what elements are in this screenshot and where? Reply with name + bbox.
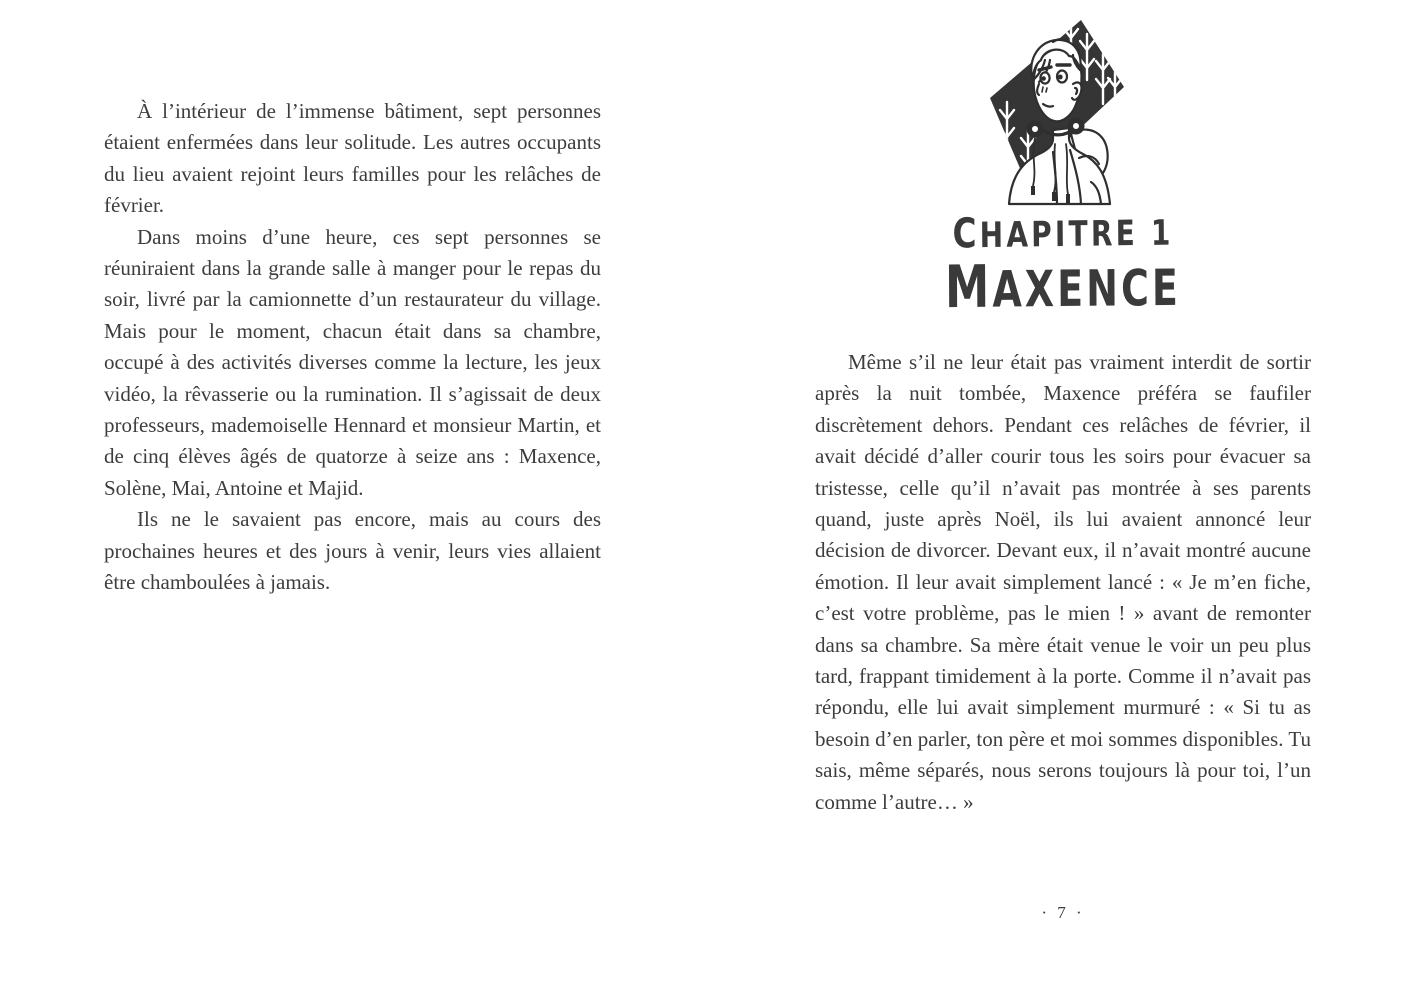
chapter-title: MAXENCE: [944, 252, 1182, 322]
paragraph: Ils ne le savaient pas encore, mais au cours des prochaines heures et des jours à venir, leurs vies allaient être chamboulées à jamais.: [104, 507, 601, 595]
chapter-label: CHAPITRE 1: [952, 209, 1174, 258]
headphone-cord: [1033, 138, 1035, 186]
paragraph: Dans moins d’une heure, ces sept personnes se réuniraient dans la grande salle à manger pour le repas du soir, livré par la camionnette d’un restaurateur du village. Mais pour le moment, chacun était dans sa chambre, occupé à des activités diverses comme la lecture, les jeux vidéo, la rêvasserie ou la rumination. Il s’agissait de deux professeurs, mademoiselle Hennard et monsieur Martin, et de cinq élèves âgés de quatorze à seize ans : Maxence, Solène, Mai, Antoine et Majid.: [104, 224, 601, 500]
page-number: · 7 ·: [1041, 903, 1085, 922]
left-page-text-column: [104, 96, 601, 599]
paragraph: À l’intérieur de l’immense bâtiment, sept personnes étaient enfermées dans leur solitude. Les autres occupants du lieu avaient rejoint leurs familles pour les relâches de février.: [104, 99, 601, 218]
right-page-text-column: [815, 347, 1311, 818]
paragraph: Même s’il ne leur était pas vraiment interdit de sortir après la nuit tombée, Maxence préféra se faufiler discrètement dehors. Pendant ces relâches de février, il avait décidé d’aller courir tous les soirs pour évacuer sa tristesse, celle qu’il n’avait pas montrée à ses parents quand, juste après Noël, ils lui avaient annoncé leur décision de divorcer. Devant eux, il n’avait montré aucune émotion. Il leur avait simplement lancé : « Je m’en fiche, c’est votre problème, pas le mien ! » avant de remonter dans sa chambre. Sa mère était venue le voir un peu plus tard, frappant timidement à la porte. Comme il n’avait pas répondu, elle lui avait simplement murmuré : « Si tu as besoin d’en parler, ton père et moi sommes disponibles. Tu sais, même séparés, nous serons toujours là pour toi, l’un comme l’autre… »: [815, 350, 1311, 814]
chapter-illustration-boy-portrait: [983, 14, 1155, 206]
